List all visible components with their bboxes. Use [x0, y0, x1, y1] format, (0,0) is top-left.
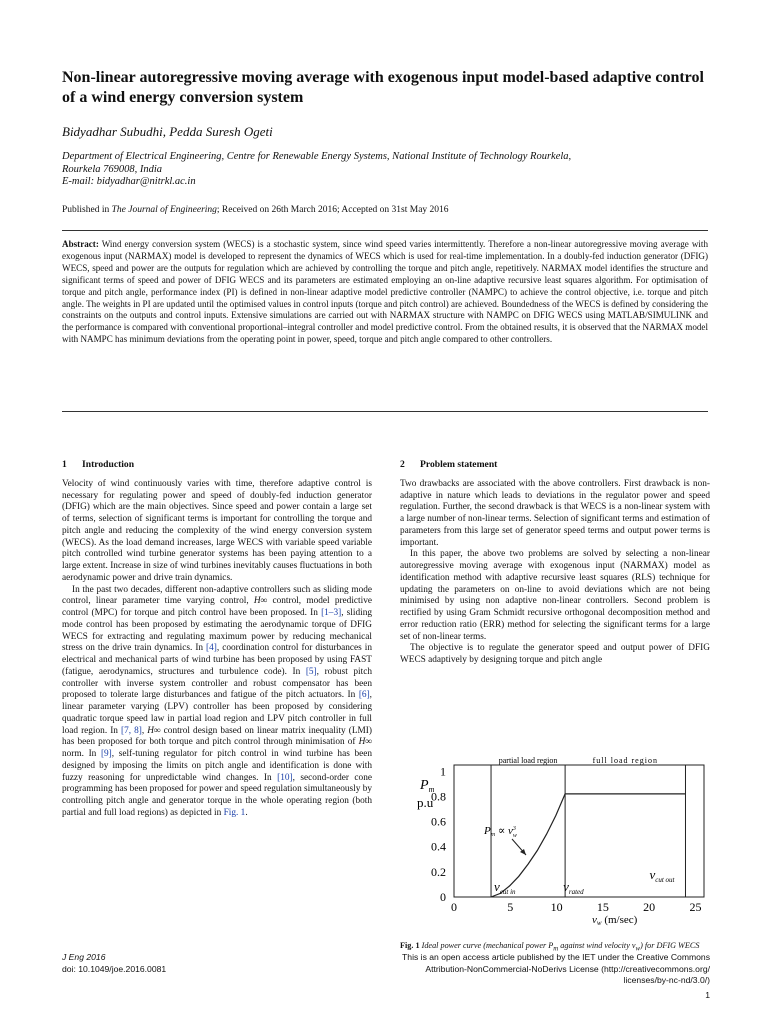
v-symbol: v [649, 867, 656, 882]
x-ticks [451, 900, 701, 914]
license-line: This is an open access article published by the IET under the Creative Commons [402, 952, 710, 962]
caption-sub: w [635, 945, 641, 953]
citation-link[interactable]: [5] [305, 666, 317, 677]
published-prefix: Published in [62, 205, 112, 215]
text-run: norm. In [62, 749, 101, 759]
affiliation [62, 151, 712, 189]
footer-left [62, 952, 166, 975]
citation-link[interactable]: [4] [206, 643, 217, 654]
y-tick-label: 0.4 [431, 839, 446, 854]
text-run: , self-tuning regulator for pitch control in wind turbine has been designed by imposing the limits on pitch angle and identification is done with fuzzy reasoning for unpredictable wind changes. In [62, 749, 372, 783]
y-tick-label: 0.6 [431, 814, 446, 829]
problem-paragraph: In this paper, the above two problems are solved by selecting a non-linear autoregressive moving average with exogenous input (NARMAX) model as identification method with adaptive recursive least squares (RLS) technique for updating the parameters on on-line to avoid deviations which are not being minimised by using non adaptive non-linear controllers. Second problem is rectified by using Gram Schmidt recursive orthogonal decomposition method and error reduction ratio (ERR) method for selecting the significant terms for a large set of non-linear terms. [400, 549, 710, 642]
caption-run: ) for DFIG WECS [640, 941, 700, 950]
license-line: Attribution-NonCommercial-NoDerivs License (http://creativecommons.org/ [425, 963, 710, 974]
divider [62, 230, 708, 231]
caption-run: Ideal power curve (mechanical power P [419, 941, 554, 950]
v-cutout-label [649, 867, 675, 884]
citation-link[interactable]: [1–3] [321, 608, 342, 618]
text-run: , sliding mode control has been proposed by estimating the aerodynamic torque of DFIG WECS for extracting and regulating maximum power by reducing mechanical stress on the drive train dynamics. In [62, 608, 372, 654]
citation-link[interactable]: [6] [358, 690, 370, 701]
page-number: 1 [705, 990, 710, 1000]
v-symbol: v [563, 879, 569, 894]
rel-sup: 3 [512, 826, 516, 832]
v-cutin-label [494, 879, 516, 896]
v-sub: rated [568, 888, 584, 896]
text-run: , linear parameter varying (LPV) controller has been proposed by considering quadratic torque speed law in partial load region and LPV pitch controller in full load region. In [62, 690, 372, 736]
caption-run: against wind velocity v [558, 941, 636, 950]
citation-link[interactable]: [10] [277, 772, 293, 783]
caption-sub: m [553, 945, 559, 953]
abstract-label: Abstract: [62, 239, 99, 249]
section-heading [62, 459, 372, 471]
rel-mid: ∝ v [495, 825, 513, 837]
author-email: E-mail: bidyadhar@nitrkl.ac.in [62, 176, 196, 187]
v-sub: cut in [499, 888, 516, 896]
rel-sub: m [490, 832, 496, 838]
section-title: Introduction [82, 459, 135, 470]
intro-paragraph: Velocity of wind continuously varies with time, therefore adaptive control is necessary for regulating power and speed of doubly-fed induction generator (DFIG) which are the main objectives. Since speed and power contain a large set of terms, selection of significant terms is important for controlling the torque and pitch angle and reducing the complexity of the wind energy conversion system (WECS). As the load demand increases, large WECS with variable speed variable pitch controlled wind turbine generator systems has been paying attention to a large extent. Increase in size of wind turbines inevitably causes fluctuations in both aerodynamic power and drive train dynamics. [62, 478, 372, 583]
abstract-text: Wind energy conversion system (WECS) is a stochastic system, since wind speed varies intermittently. Therefore a non-linear autoregressive moving average with exogenous input (NARMAX) model is developed to represent the dynamics of WECS which is used for real-time implementation. In a doubly-fed induction generator (DFIG) WECS, speed and power are the outputs for regulation which are achieved by controlling the torque and pitch angle, repetitively. NARMAX model identifies the structure and significant terms of speed and power of DFIG WECS and its parameters are estimated employing an on-line adaptive recursive least squares algorithm. For optimisation of torque and pitch angle, performance index (PI) is defined in non-linear adaptive model predictive controller (NAMPC) to achieve the control objective, i.e. torque and pitch angle. The weights in PI are updated until the optimised values in control inputs (torque and pitch control) are achieved. Boundedness of the WECS is defined by considering the constraints on the outputs and control inputs. Extensive simulations are carried out with NARMAX structure with NAMPC on DFIG WECS using MATLAB/SIMULINK and the performance is compared with conventional proportional–integral controller and model predictive control. From the obtained results, it is observed that the NARMAX model with NAMPC has minimum deviations from the operating point in power, speed, torque and pitch angle compared to other controllers. [62, 239, 708, 345]
text-run: , second-order cone programming has been proposed for power and speed regulation simultaneously by controlling pitch angle and generator torque in the whole operating region (both partial and full load regions) as depicted in [62, 772, 372, 818]
caption-label: Fig. 1 [400, 941, 420, 950]
text-run: , coordination control for disturbances in electrical and mechanical parts of wind turbine has been proposed by using FAST (fatigue, aerodynamics, structures and turbulence code). In [62, 643, 373, 677]
divider [62, 411, 708, 412]
journal-name: The Journal of Engineering [111, 205, 217, 215]
ylabel-symbol [419, 778, 435, 794]
citation-link[interactable]: [7, 8] [121, 725, 142, 736]
math-hinf: H∞ [358, 737, 372, 748]
ylabel-p: P [420, 778, 429, 793]
text-run: control design based on linear matrix inequality (LMI) has been proposed for both torque and pitch control through minimisation of [62, 725, 372, 748]
problem-paragraph: Two drawbacks are associated with the above controllers. First drawback is non-adaptive in nature which leads to deviations in the regulator power and speed regulation. Further, the second drawback is that WECS is a non-linear system with a large number of non-linear terms. Selection of significant terms and estimation of parameters from this large set of generator speed terms and output power terms is important. [400, 478, 710, 548]
right-column [400, 459, 710, 667]
license-line: licenses/by-nc-nd/3.0/) [623, 975, 710, 986]
math-hinf: H∞ [253, 596, 268, 607]
paper-title: Non-linear autoregressive moving average with exogenous input model-based adaptive control of a wind energy conversion system [62, 69, 704, 106]
text-run: . [245, 807, 248, 818]
xlabel-units: (m/sec) [601, 914, 638, 926]
y-tick-label: 1 [440, 764, 446, 779]
section-title: Problem statement [420, 459, 498, 470]
region-label-partial: partial load region [498, 756, 558, 765]
region-label-full: full load region [592, 756, 658, 765]
footer-journal: J Eng 2016 [62, 952, 106, 962]
affiliation-line: Department of Electrical Engineering, Centre for Renewable Energy Systems, National Institute of Technology Rourkela, [62, 151, 572, 162]
x-tick-label: 25 [689, 900, 702, 914]
paper-authors: Bidyadhar Subudhi, Pedda Suresh Ogeti [62, 124, 273, 139]
xlabel [592, 914, 638, 927]
text-run: control, model predictive control (MPC) for torque and pitch control have been proposed. In [62, 596, 372, 618]
ylabel-sub: m [428, 785, 435, 794]
power-curve-chart [400, 755, 710, 937]
published-suffix: ; Received on 26th March 2016; Accepted on 31st May 2016 [216, 205, 449, 215]
rel-sub2: w [512, 833, 517, 839]
caption-text [419, 941, 700, 953]
problem-paragraph: The objective is to regulate the generator speed and output power of DFIG WECS adaptively by designing torque and pitch angle [400, 643, 710, 665]
intro-paragraph [62, 585, 372, 820]
y-tick-label: 0.8 [431, 789, 446, 804]
relation-annotation [483, 825, 517, 839]
x-tick-label: 10 [550, 900, 563, 914]
abstract [62, 239, 708, 346]
v-symbol: v [494, 879, 500, 894]
section-number: 1 [62, 459, 67, 470]
v-rated-label [563, 879, 584, 896]
publication-info [62, 205, 449, 215]
text-run: , robust pitch controller with inverse system controller and robust compensator has been proposed to tolerate large disturbances and fatigue of the pitch actuators. In [62, 666, 372, 701]
xlabel-v: v [592, 914, 597, 926]
x-tick-label: 0 [451, 900, 457, 914]
text-run: , [141, 725, 148, 736]
rel-p: P [484, 825, 491, 837]
section-number: 2 [400, 459, 405, 470]
citation-link[interactable]: [9] [100, 749, 112, 759]
text-run: In the past two decades, different non-adaptive controllers such as sliding mode control, linear parameter time varying control, [62, 584, 372, 607]
footer-license [300, 952, 710, 987]
x-tick-label: 15 [596, 900, 609, 914]
x-tick-label: 5 [507, 900, 514, 914]
y-tick-label: 0.2 [431, 864, 446, 879]
left-column [62, 459, 372, 820]
footer-doi: doi: 10.1049/joe.2016.0081 [62, 963, 167, 974]
x-tick-label: 20 [643, 900, 656, 914]
y-tick-label: 0 [440, 890, 446, 904]
affiliation-line: Rourkela 769008, India [62, 163, 163, 175]
figure-link[interactable]: Fig. 1 [223, 807, 246, 818]
math-hinf: H∞ [147, 725, 161, 736]
section-heading [400, 459, 710, 471]
xlabel-sub: w [596, 919, 602, 927]
ylabel-unit: p.u [417, 795, 434, 810]
v-sub: cut out [655, 876, 675, 884]
